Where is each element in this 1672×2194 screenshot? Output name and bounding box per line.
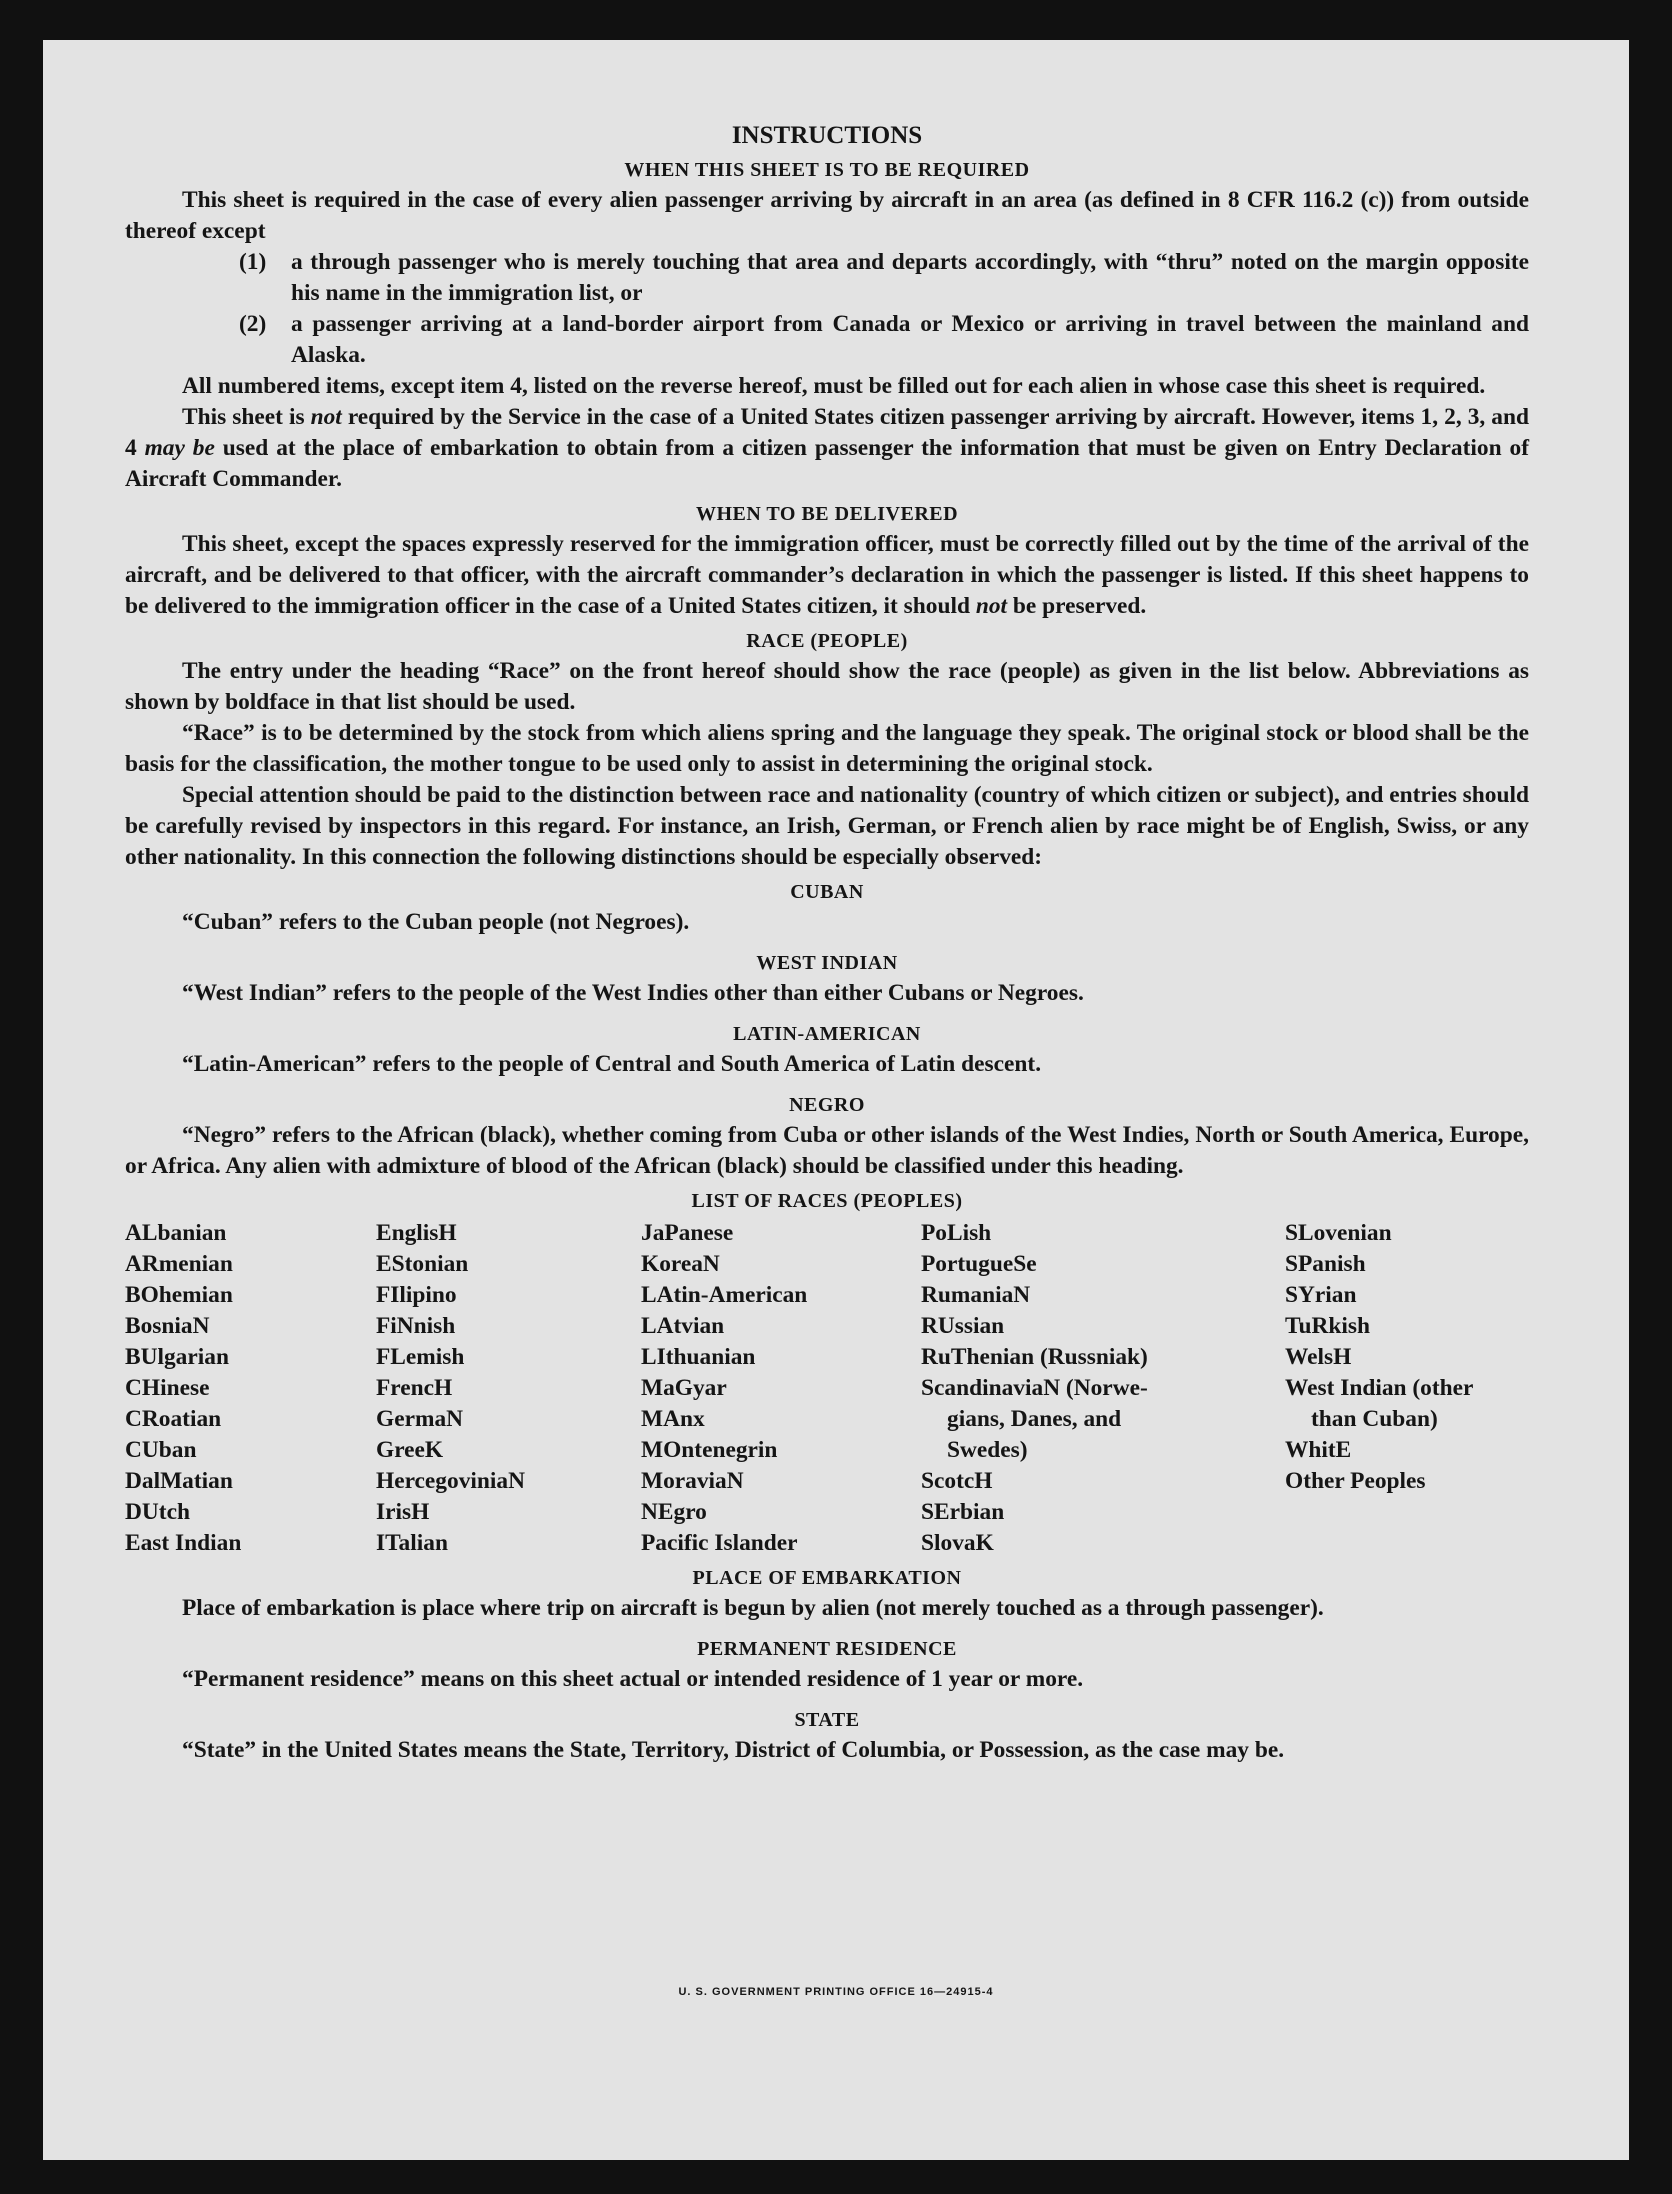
races-column-3: [641, 1218, 921, 1559]
race-item: FrencH: [376, 1375, 453, 1401]
item-number: (2): [239, 311, 267, 337]
race-item: WhitE: [1285, 1437, 1352, 1463]
race-item: SErbian: [921, 1499, 1005, 1525]
race-item: PoLish: [921, 1220, 992, 1246]
race-item: West Indian (other: [1285, 1375, 1474, 1401]
race-item: CUban: [125, 1437, 197, 1463]
race-item: SlovaK: [921, 1530, 994, 1556]
race-item: MAnx: [641, 1406, 705, 1432]
race-item-continued: Swedes): [947, 1437, 1028, 1463]
race-item: Pacific Islander: [641, 1530, 798, 1556]
emphasis-may-be: may be: [144, 435, 215, 461]
race-item: FiNnish: [376, 1313, 456, 1339]
heading-race: RACE (PEOPLE): [746, 630, 908, 652]
races-column-2: [376, 1218, 641, 1559]
race-item: ALbanian: [125, 1220, 227, 1246]
race-item: East Indian: [125, 1530, 242, 1556]
race-item: Other Peoples: [1285, 1468, 1426, 1494]
race-item: JaPanese: [641, 1220, 734, 1246]
race-item: ITalian: [376, 1530, 448, 1556]
heading-state: STATE: [794, 1709, 860, 1731]
heading-cuban: CUBAN: [790, 881, 864, 903]
race-item: IrisH: [376, 1499, 430, 1525]
printer-imprint: U. S. GOVERNMENT PRINTING OFFICE 16—24915-4: [678, 1986, 994, 1998]
paragraph-latin-american: “Latin-American” refers to the people of Central and South America of Latin descent.: [182, 1051, 1042, 1077]
item-number: (1): [239, 249, 267, 275]
race-item: ScandinaviaN (Norwe-: [921, 1375, 1148, 1401]
heading-west-indian: WEST INDIAN: [756, 952, 898, 974]
race-item: TuRkish: [1285, 1313, 1370, 1339]
paragraph-race-3: Special attention should be paid to the distinction between race and nationality (country of which citizen or subject), and entries should be carefully revised by inspectors in this regard. For instance, an Irish, German, or French alien by race might be of English, Swiss, or any other nationality. In this connection the following distinctions should be especially observed:: [125, 782, 1529, 870]
race-item: NEgro: [641, 1499, 707, 1525]
heading-when-required: WHEN THIS SHEET IS TO BE REQUIRED: [624, 159, 1030, 181]
text-run: This sheet is: [182, 404, 311, 430]
text-run: This sheet, except the spaces expressly reserved for the immigration officer, must be correctly filled out by the time of the arrival of the aircraft, and be delivered to that officer, with the aircraft commander’s declaration in which the passenger is listed. If this sheet happens to be delivered to the immigration officer in the case of a United States citizen, it should: [125, 531, 1529, 619]
race-item: RumaniaN: [921, 1282, 1031, 1308]
race-item: MOntenegrin: [641, 1437, 778, 1463]
race-item: RuThenian (Russniak): [921, 1344, 1148, 1370]
heading-place-of-embarkation: PLACE OF EMBARKATION: [692, 1567, 962, 1589]
item-text: a passenger arriving at a land-border airport from Canada or Mexico or arriving in travel between the mainland and Alaska.: [291, 311, 1529, 368]
paragraph-cuban: “Cuban” refers to the Cuban people (not Negroes).: [182, 909, 690, 935]
race-item: MoraviaN: [641, 1468, 744, 1494]
race-item: FIlipino: [376, 1282, 457, 1308]
paragraph-west-indian: “West Indian” refers to the people of the West Indies other than either Cubans or Negroes.: [182, 980, 1084, 1006]
text-run: be preserved.: [1007, 593, 1147, 619]
race-item: CHinese: [125, 1375, 210, 1401]
text-run: required by the Service in the case of a United States citizen passenger arriving by aircraft. However, items 1, 2, 3, and 4: [125, 404, 1529, 461]
race-item: WelsH: [1285, 1344, 1352, 1370]
race-item: CRoatian: [125, 1406, 222, 1432]
race-item: MaGyar: [641, 1375, 727, 1401]
race-item: LAtvian: [641, 1313, 725, 1339]
race-item-continued: than Cuban): [1311, 1406, 1438, 1432]
race-item: EStonian: [376, 1251, 469, 1277]
race-item: RUssian: [921, 1313, 1005, 1339]
race-item: GreeK: [376, 1437, 444, 1463]
race-item: FLemish: [376, 1344, 465, 1370]
race-item: KoreaN: [641, 1251, 720, 1277]
emphasis-not: not: [310, 404, 342, 430]
text-run: used at the place of embarkation to obtain from a citizen passenger the information that must be given on Entry Declaration of Aircraft Commander.: [125, 435, 1529, 492]
heading-permanent-residence: PERMANENT RESIDENCE: [697, 1638, 957, 1660]
race-item: LIthuanian: [641, 1344, 756, 1370]
race-item: DUtch: [125, 1499, 190, 1525]
race-item: LAtin-American: [641, 1282, 808, 1308]
race-item: GermaN: [376, 1406, 464, 1432]
race-item: SLovenian: [1285, 1220, 1392, 1246]
race-item: DalMatian: [125, 1468, 233, 1494]
race-item: PortugueSe: [921, 1251, 1037, 1277]
paragraph-citizen: [125, 402, 1529, 495]
page-title: INSTRUCTIONS: [731, 122, 923, 149]
race-item: BosniaN: [125, 1313, 210, 1339]
exception-item-1: [125, 247, 1529, 309]
paragraph-when-delivered: [125, 529, 1529, 622]
race-item: ARmenian: [125, 1251, 233, 1277]
race-item: BUlgarian: [125, 1344, 229, 1370]
heading-list-of-races: LIST OF RACES (PEOPLES): [691, 1190, 963, 1212]
paragraph-when-required-intro: This sheet is required in the case of every alien passenger arriving by aircraft in an area (as defined in 8 CFR 116.2 (c)) from outside thereof except: [125, 187, 1529, 244]
paragraph-race-2: “Race” is to be determined by the stock from which aliens spring and the language they speak. The original stock or blood shall be the basis for the classification, the mother tongue to be used only to assist in determining the original stock.: [125, 720, 1529, 777]
race-item: ScotcH: [921, 1468, 993, 1494]
paragraph-residence: “Permanent residence” means on this sheet actual or intended residence of 1 year or more.: [182, 1666, 1084, 1692]
paragraph-state: “State” in the United States means the State, Territory, District of Columbia, or Possession, as the case may be.: [182, 1737, 1285, 1763]
race-item: EnglisH: [376, 1220, 457, 1246]
heading-negro: NEGRO: [789, 1094, 865, 1116]
paragraph-race-1: The entry under the heading “Race” on the front hereof should show the race (people) as given in the list below. Abbreviations as shown by boldface in that list should be used.: [125, 658, 1529, 715]
races-list: [125, 1218, 1529, 1559]
exception-item-2: [125, 309, 1529, 371]
races-column-1: [125, 1218, 376, 1559]
heading-latin-american: LATIN-AMERICAN: [733, 1023, 921, 1045]
race-item-continued: gians, Danes, and: [947, 1406, 1122, 1432]
race-item: BOhemian: [125, 1282, 233, 1308]
race-item: SPanish: [1285, 1251, 1366, 1277]
emphasis-not: not: [975, 593, 1008, 619]
races-column-4: [921, 1218, 1285, 1559]
race-item: HercegoviniaN: [376, 1468, 525, 1494]
paragraph-numbered-items: All numbered items, except item 4, listed on the reverse hereof, must be filled out for each alien in whose case this sheet is required.: [182, 373, 1486, 399]
races-column-5: [1285, 1218, 1529, 1559]
heading-when-delivered: WHEN TO BE DELIVERED: [695, 503, 959, 525]
item-text: a through passenger who is merely touching that area and departs accordingly, with “thru” noted on the margin opposite his name in the immigration list, or: [291, 249, 1529, 306]
instructions-content: [125, 120, 1529, 1766]
paragraph-embarkation: Place of embarkation is place where trip on aircraft is begun by alien (not merely touched as a through passenger).: [182, 1595, 1324, 1621]
paragraph-negro: “Negro” refers to the African (black), whether coming from Cuba or other islands of the West Indies, North or South America, Europe, or Africa. Any alien with admixture of blood of the African (black) should be classified under this heading.: [125, 1122, 1529, 1179]
race-item: SYrian: [1285, 1282, 1357, 1308]
document-sheet: [43, 40, 1629, 2160]
